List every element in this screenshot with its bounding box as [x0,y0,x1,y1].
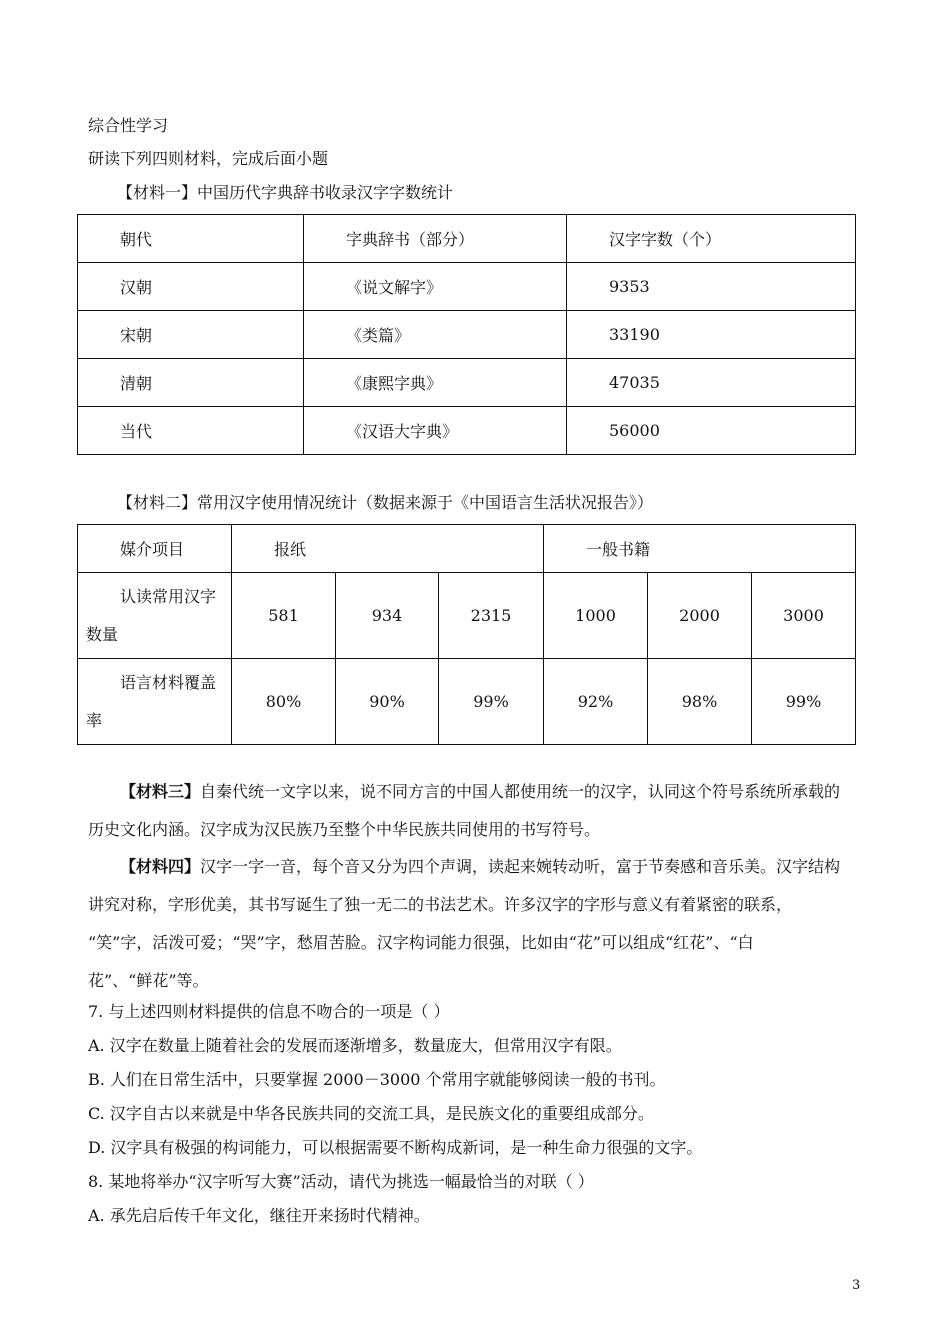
header-cell: 媒介项目 [78,525,232,573]
table-cell: 934 [336,573,439,659]
material3-line: 历史文化内涵。汉字成为汉民族乃至整个中华民族共同使用的书写符号。 [88,820,601,839]
material4-line: 汉字一字一音，每个音又分为四个声调，读起来婉转动听，富于节奏感和音乐美。汉字结构 [200,857,841,876]
table-row [78,573,856,659]
material4-tag: 【材料四】 [120,857,201,876]
material2-table [77,524,856,745]
table-cell: 《汉语大字典》 [304,407,567,455]
table-cell: 《康熙字典》 [304,359,567,407]
header-cell: 朝代 [78,215,304,263]
table-row [78,263,856,311]
table-cell: 92% [544,659,648,745]
material4-line: “笑”字，活泼可爱；“哭”字，愁眉苦脸。汉字构词能力很强，比如由“花”可以组成“红花”、“白 [88,933,754,952]
table-header-row [78,525,856,573]
table-cell: 1000 [544,573,648,659]
question-7-option-c: C. 汉字自古以来就是中华各民族共同的交流工具，是民族文化的重要组成部分。 [88,1104,654,1123]
row-label [78,659,232,745]
table-header-row [78,215,856,263]
material4-line: 讲究对称，字形优美，其书写诞生了独一无二的书法艺术。许多汉字的字形与意义有着紧密的联系， [88,895,793,914]
table-cell: 3000 [752,573,856,659]
instruction: 研读下列四则材料，完成后面小题 [88,149,329,168]
question-8-stem: 8. 某地将举办“汉字听写大赛”活动，请代为挑选一幅最恰当的对联（ ） [88,1172,594,1191]
material4-line: 花”、“鲜花”等。 [88,971,209,990]
table-cell: 56000 [567,407,856,455]
header-cell: 一般书籍 [544,525,856,573]
table-cell: 90% [336,659,439,745]
table-row [78,407,856,455]
table-cell: 汉朝 [78,263,304,311]
table-cell: 99% [439,659,544,745]
question-7-option-b: B. 人们在日常生活中，只要掌握 2000－3000 个常用字就能够阅读一般的书刊。 [88,1070,666,1089]
table-cell: 《类篇》 [304,311,567,359]
table-cell: 581 [232,573,336,659]
table-cell: 9353 [567,263,856,311]
section-heading: 综合性学习 [88,116,169,135]
table-row [78,359,856,407]
table-row [78,659,856,745]
question-8-option-a: A. 承先启后传千年文化，继往开来扬时代精神。 [88,1206,430,1225]
table-cell: 2315 [439,573,544,659]
header-cell: 字典辞书（部分） [304,215,567,263]
table-cell: 清朝 [78,359,304,407]
header-cell: 报纸 [232,525,544,573]
page-number: 3 [852,1278,861,1293]
table-cell: 47035 [567,359,856,407]
table-cell: 宋朝 [78,311,304,359]
row-label [78,573,232,659]
material1-table [77,214,856,455]
row-label-line: 率 [86,710,103,730]
material1-title: 【材料一】中国历代字典辞书收录汉字字数统计 [117,183,454,202]
table-cell: 当代 [78,407,304,455]
table-cell: 33190 [567,311,856,359]
material2-title: 【材料二】常用汉字使用情况统计（数据来源于《中国语言生活状况报告》） [117,493,654,512]
table-cell: 98% [648,659,752,745]
table-cell: 2000 [648,573,752,659]
table-row [78,311,856,359]
question-7-option-a: A. 汉字在数量上随着社会的发展而逐渐增多，数量庞大，但常用汉字有限。 [88,1036,622,1055]
table-cell: 80% [232,659,336,745]
material3-paragraph [88,773,868,849]
material4-paragraph [88,848,868,1000]
row-label-line: 数量 [86,624,119,644]
row-label-line: 语言材料覆盖 [120,672,217,692]
material3-tag: 【材料三】 [120,782,201,801]
question-7-stem: 7. 与上述四则材料提供的信息不吻合的一项是（ ） [88,1002,450,1021]
material3-line: 自秦代统一文字以来，说不同方言的中国人都使用统一的汉字，认同这个符号系统所承载的 [200,782,841,801]
row-label-line: 认读常用汉字 [120,586,217,606]
question-7-option-d: D. 汉字具有极强的构词能力，可以根据需要不断构成新词，是一种生命力很强的文字。 [88,1138,703,1157]
table-cell: 99% [752,659,856,745]
table-cell: 《说文解字》 [304,263,567,311]
header-cell: 汉字字数（个） [567,215,856,263]
